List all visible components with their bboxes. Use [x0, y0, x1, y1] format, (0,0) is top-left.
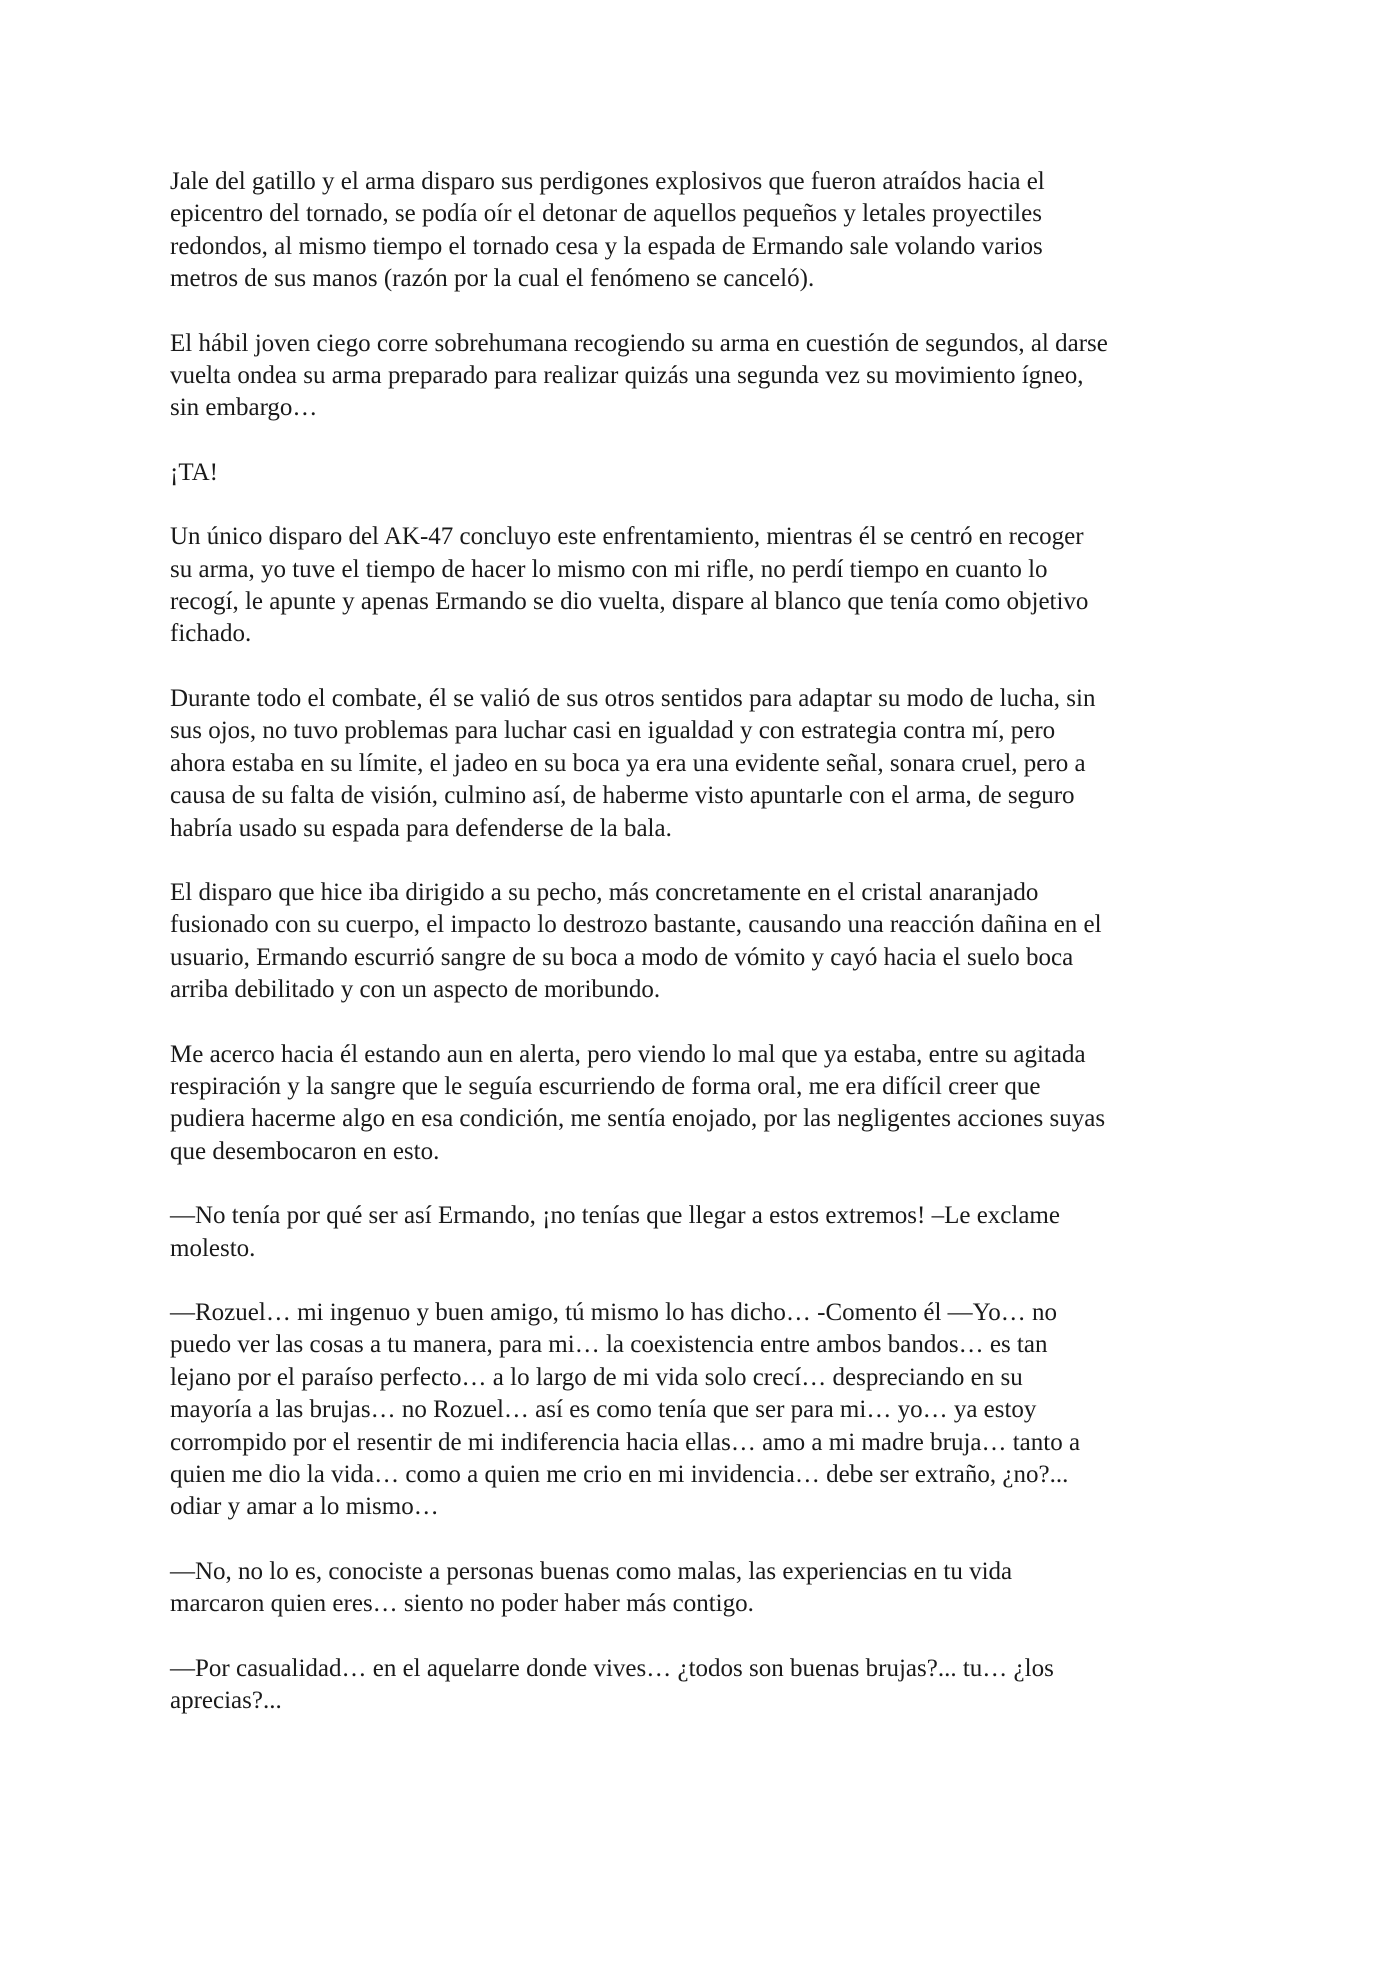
paragraph	[170, 521, 1240, 651]
paragraph	[170, 457, 1240, 489]
text-line: epicentro del tornado, se podía oír el detonar de aquellos pequeños y letales proyectiles	[170, 200, 1042, 228]
text-line: —Por casualidad… en el aquelarre donde vives… ¿todos son buenas brujas?... tu… ¿los	[170, 1654, 1054, 1682]
document-body-text	[170, 166, 1240, 1749]
text-line: corrompido por el resentir de mi indiferencia hacia ellas… amo a mi madre bruja… tanto a	[170, 1428, 1081, 1456]
text-line: recogí, le apunte y apenas Ermando se dio vuelta, dispare al blanco que tenía como objetivo	[170, 588, 1089, 616]
text-line: El disparo que hice iba dirigido a su pecho, más concretamente en el cristal anaranjado	[170, 878, 1039, 906]
text-line: fusionado con su cuerpo, el impacto lo destrozo bastante, causando una reacción dañina en el	[170, 911, 1102, 939]
paragraph	[170, 683, 1240, 845]
text-line: —No, no lo es, conociste a personas buenas como malas, las experiencias en tu vida	[170, 1557, 1013, 1585]
paragraph	[170, 1653, 1240, 1718]
text-line: respiración y la sangre que le seguía escurriendo de forma oral, me era difícil creer que	[170, 1072, 1041, 1100]
text-line: Un único disparo del AK-47 concluyo este enfrentamiento, mientras él se centró en recoger	[170, 523, 1084, 551]
text-line: pudiera hacerme algo en esa condición, me sentía enojado, por las negligentes acciones suyas	[170, 1105, 1106, 1133]
text-line: —Rozuel… mi ingenuo y buen amigo, tú mismo lo has dicho… -Comento él —Yo… no	[170, 1298, 1057, 1326]
text-line: aprecias?...	[170, 1687, 282, 1715]
text-line: sin embargo…	[170, 394, 318, 422]
text-line: su arma, yo tuve el tiempo de hacer lo mismo con mi rifle, no perdí tiempo en cuanto lo	[170, 555, 1048, 583]
text-line: Durante todo el combate, él se valió de sus otros sentidos para adaptar su modo de lucha, sin	[170, 684, 1096, 712]
text-line: El hábil joven ciego corre sobrehumana recogiendo su arma en cuestión de segundos, al darse	[170, 329, 1108, 357]
text-line: redondos, al mismo tiempo el tornado cesa y la espada de Ermando sale volando varios	[170, 232, 1043, 260]
paragraph	[170, 1556, 1240, 1621]
text-line: causa de su falta de visión, culmino así, de haberme visto apuntarle con el arma, de seguro	[170, 782, 1075, 810]
text-line: quien me dio la vida… como a quien me crio en mi invidencia… debe ser extraño, ¿no?...	[170, 1461, 1069, 1488]
text-line: arriba debilitado y con un aspecto de moribundo.	[170, 976, 661, 1004]
text-line: sus ojos, no tuvo problemas para luchar casi en igualdad y con estrategia contra mí, pero	[170, 717, 1056, 745]
text-line: Me acerco hacia él estando aun en alerta, pero viendo lo mal que ya estaba, entre su agitada	[170, 1040, 1086, 1068]
paragraph	[170, 1297, 1240, 1524]
paragraph	[170, 1200, 1240, 1265]
text-line: habría usado su espada para defenderse de la bala.	[170, 814, 672, 842]
text-line: molesto.	[170, 1234, 256, 1262]
text-line: puedo ver las cosas a tu manera, para mi… la coexistencia entre ambos bandos… es tan	[170, 1331, 1048, 1359]
text-line: fichado.	[170, 620, 252, 648]
text-line: mayoría a las brujas… no Rozuel… así es como tenía que ser para mi… yo… ya estoy	[170, 1396, 1037, 1424]
text-line: lejano por el paraíso perfecto… a lo largo de mi vida solo crecí… despreciando en su	[170, 1363, 1023, 1391]
text-line: marcaron quien eres… siento no poder haber más contigo.	[170, 1590, 754, 1618]
text-line: ahora estaba en su límite, el jadeo en su boca ya era una evidente señal, sonara cruel, pero a	[170, 749, 1086, 777]
paragraph	[170, 877, 1240, 1007]
text-line: odiar y amar a lo mismo…	[170, 1493, 439, 1521]
text-line: —No tenía por qué ser así Ermando, ¡no tenías que llegar a estos extremos! –Le exclame	[170, 1202, 1060, 1230]
text-line: ¡TA!	[170, 458, 218, 486]
paragraph	[170, 166, 1240, 296]
text-line: usuario, Ermando escurrió sangre de su boca a modo de vómito y cayó hacia el suelo boca	[170, 943, 1074, 971]
text-line: que desembocaron en esto.	[170, 1137, 440, 1165]
paragraph	[170, 328, 1240, 425]
text-line: vuelta ondea su arma preparado para realizar quizás una segunda vez su movimiento ígneo,	[170, 362, 1084, 390]
paragraph	[170, 1039, 1240, 1169]
text-line: metros de sus manos (razón por la cual el fenómeno se canceló).	[170, 265, 815, 293]
text-line: Jale del gatillo y el arma disparo sus perdigones explosivos que fueron atraídos hacia el	[170, 168, 1045, 195]
